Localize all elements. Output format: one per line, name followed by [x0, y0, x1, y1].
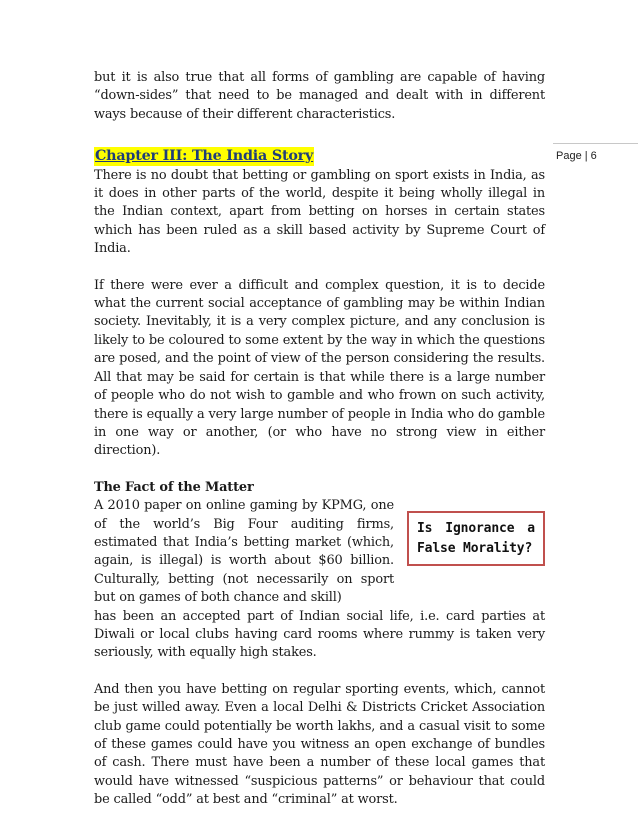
fact-paragraph-2: And then you have betting on regular sporting events, which, cannot be just willed away. Even a local Delhi & Districts Cricket Association club game could potentially be worth lakhs, and a casual visit to some of these games could have you witness an open exchange of bundles of cash. There must have been a number of these local games that would have witnessed “suspicious patterns” or behaviour that could be called “odd” at best and “criminal” at worst. [94, 681, 545, 808]
section-heading: The Fact of the Matter [94, 479, 254, 495]
chapter-heading: Chapter III: The India Story [95, 148, 314, 165]
intro-paragraph: but it is also true that all forms of gambling are capable of having “down-sides” that need to be managed and dealt with in different ways because of their different characteristics. [94, 70, 545, 122]
callout-wrap-area [94, 497, 545, 607]
page-number: Page | 6 [556, 150, 597, 162]
document-body [94, 69, 545, 810]
chapter-heading-row [94, 147, 545, 166]
pull-quote-box: Is Ignorance a False Morality? [407, 511, 545, 566]
page-number-divider [553, 143, 638, 144]
fact-paragraph-wrapped: A 2010 paper on online gaming by KPMG, one of the world’s Big Four auditing firms, estimated that India’s betting market (which, again, is illegal) is worth about $60 billion. Culturally, betting (not necessarily on sport but on games of both chance and skill) [94, 498, 394, 606]
chapter-paragraph-1: There is no doubt that betting or gambling on sport exists in India, as it does in other parts of the world, despite it being wholly illegal in the Indian context, apart from betting on horses in certain states which has been ruled as a skill based activity by Supreme Court of India. [94, 167, 545, 257]
chapter-paragraph-2: If there were ever a difficult and complex question, it is to decide what the current social acceptance of gambling may be within Indian society. Inevitably, it is a very complex picture, and any conclusion is likely to be coloured to some extent by the way in which the questions are posed, and the point of view of the person considering the results. All that may be said for certain is that while there is a large number of people who do not wish to gamble and who frown on such activity, there is equally a very large number of people in India who do gamble in one way or another, (or who have no strong view in either direction). [94, 277, 545, 459]
fact-paragraph-continued: has been an accepted part of Indian social life, i.e. card parties at Diwali or local clubs having card rooms where rummy is taken very seriously, with equally high stakes. [94, 608, 545, 661]
